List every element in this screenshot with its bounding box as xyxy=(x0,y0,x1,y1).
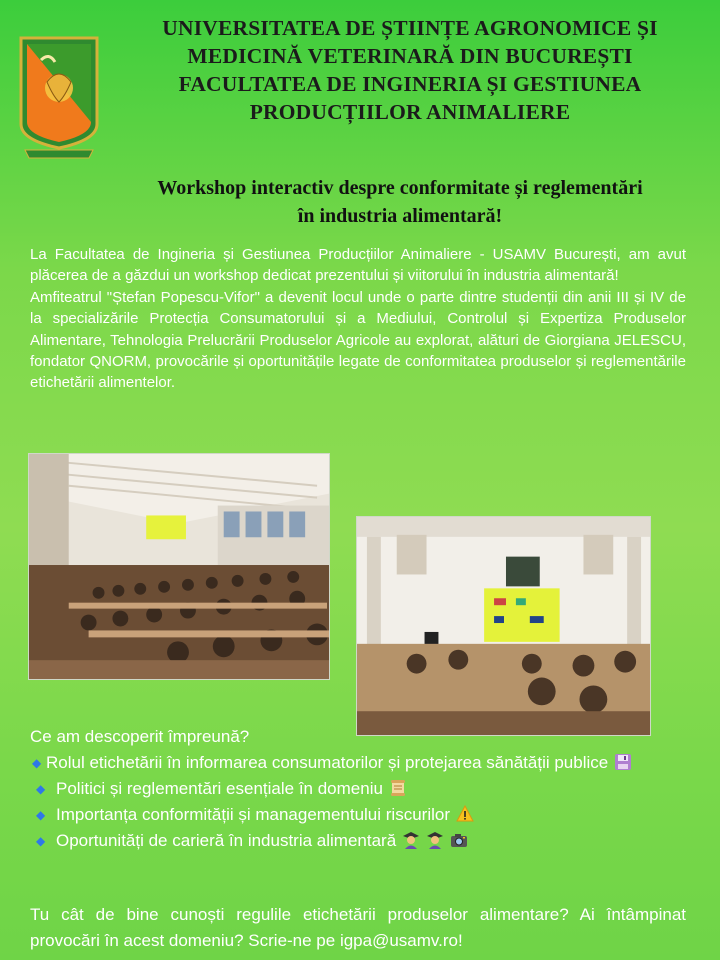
workshop-title xyxy=(100,174,700,230)
list-item xyxy=(30,750,686,776)
header-line-1: UNIVERSITATEA DE ȘTIINȚE AGRONOMICE ȘI xyxy=(162,16,658,40)
title-line-1: Workshop interactiv despre conformitate și reglementări xyxy=(157,177,643,199)
list-item xyxy=(30,802,686,828)
list-item-text: Importanța conformității și managementului riscurilor xyxy=(56,805,450,824)
diamond-bullet-icon: ◆ xyxy=(36,808,46,822)
scroll-icon xyxy=(389,779,407,797)
header-line-2: MEDICINĂ VETERINARĂ DIN BUCUREȘTI xyxy=(187,44,633,68)
intro-text xyxy=(30,244,686,394)
graduate-icon xyxy=(426,831,444,849)
camera-icon xyxy=(450,831,468,849)
university-header xyxy=(100,14,720,126)
presentation-photo-2 xyxy=(356,516,651,736)
graduate-icon xyxy=(402,831,420,849)
closing-question: Tu cât de bine cunoști regulile etichetării produselor alimentare? Ai întâmpinat provocări în acest domeniu? Scrie-ne pe igpa@usamv.ro! xyxy=(30,905,686,950)
discoveries-title: Ce am descoperit împreună? xyxy=(30,727,250,746)
diamond-bullet-icon: ◆ xyxy=(36,834,46,848)
intro-paragraph-1: La Facultatea de Ingineria și Gestiunea Producțiilor Animaliere - USAMV București, am avut plăcerea de a găzdui un workshop dedicat prezentului și viitorului în industria alimentară! xyxy=(30,246,686,285)
header-line-3: FACULTATEA DE INGINERIA ȘI GESTIUNEA xyxy=(178,72,642,96)
warning-icon xyxy=(456,805,474,823)
intro-paragraph-2: Amfiteatrul "Ștefan Popescu-Vifor" a devenit locul unde o parte dintre studenții din anii III și IV de la specializările Protecția Consumatorului și a Mediului, Controlul și Expertiza Produselor Alimentare, Tehnologia Prelucrării Produselor Agricole au explorat, alături de Giorgiana JELESCU, fondator QNORM, provocările și oportunitățile legate de conformitatea produselor și reglementările etichetării alimentelor. xyxy=(30,288,686,392)
list-item xyxy=(30,776,686,802)
list-item-text: Oportunități de carieră în industria alimentară xyxy=(56,831,397,850)
list-item-text: Rolul etichetării în informarea consumatorilor și protejarea sănătății publice xyxy=(46,753,609,772)
university-crest-logo xyxy=(19,36,99,160)
diamond-bullet-icon: ◆ xyxy=(36,782,46,796)
lecture-hall-photo-1 xyxy=(28,453,330,680)
floppy-disk-icon xyxy=(614,753,632,771)
list-item xyxy=(30,828,686,854)
header-line-4: PRODUCȚIILOR ANIMALIERE xyxy=(249,100,571,124)
title-line-2: în industria alimentară! xyxy=(297,205,503,227)
diamond-bullet-icon: ◆ xyxy=(32,756,42,770)
list-item-text: Politici și reglementări esențiale în domeniu xyxy=(56,779,383,798)
discoveries-section xyxy=(30,724,686,854)
